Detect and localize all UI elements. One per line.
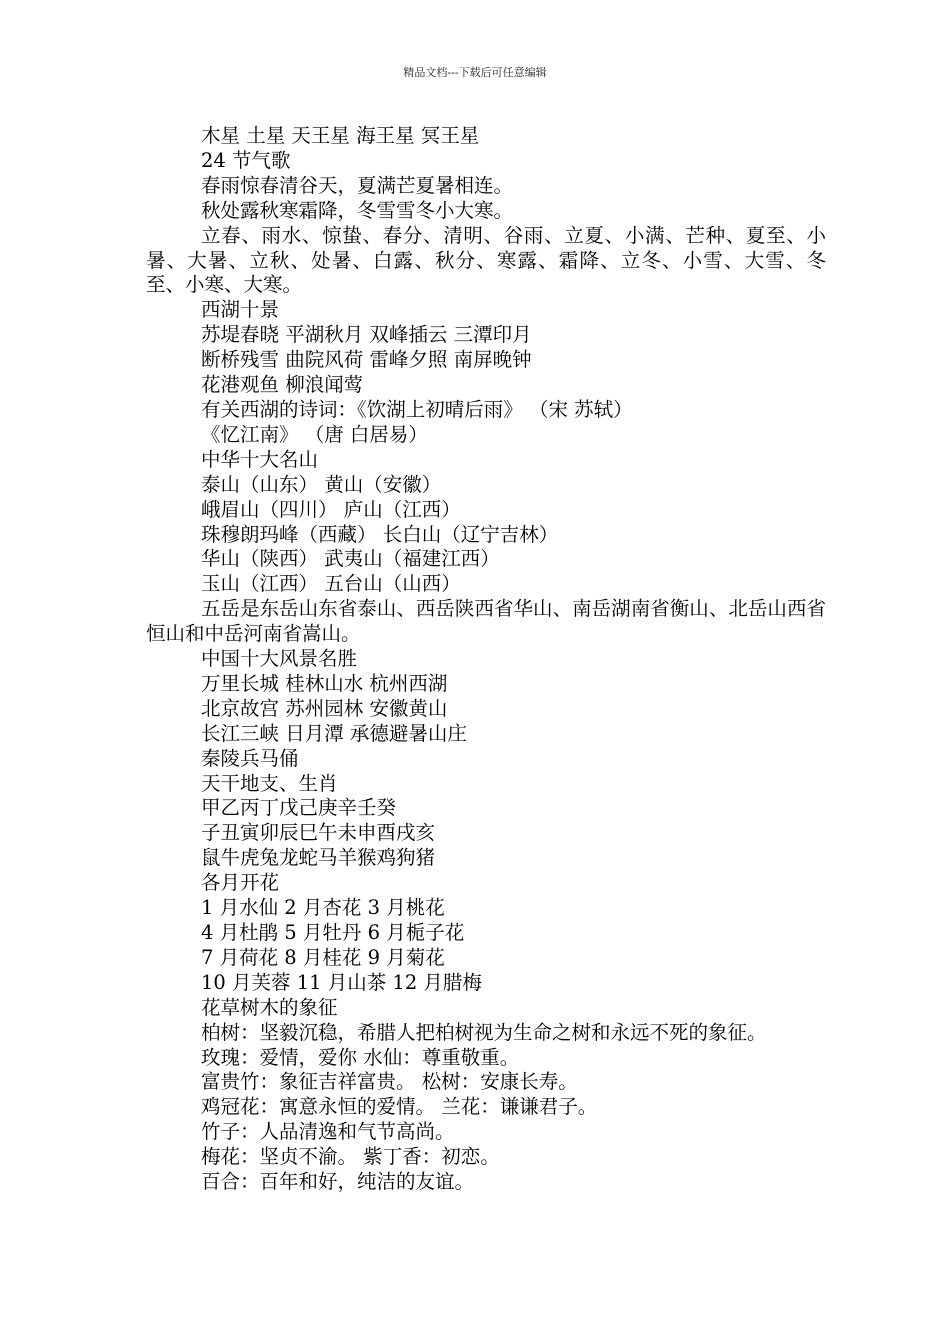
cypress-symbol: 柏树：坚毅沉稳，希腊人把柏树视为生命之树和永远不死的象征。 xyxy=(201,1020,767,1044)
solar-terms-verse-1: 春雨惊春清谷天，夏满芒夏暑相连。 xyxy=(201,173,514,197)
scenic-spots-line-4: 秦陵兵马俑 xyxy=(201,746,299,770)
monthly-flowers-heading: 各月开花 xyxy=(201,871,280,895)
scenic-spots-line-1: 万里长城 桂林山水 杭州西湖 xyxy=(201,671,448,695)
monthly-flowers-line-1: 1 月水仙 2 月杏花 3 月桃花 xyxy=(201,896,445,920)
monthly-flowers-line-3: 7 月荷花 8 月桂花 9 月菊花 xyxy=(201,945,445,969)
west-lake-heading: 西湖十景 xyxy=(201,298,280,322)
planets-line: 木星 土星 天王星 海王星 冥王星 xyxy=(201,124,480,147)
mountains-line-1: 泰山（山东） 黄山（安徽） xyxy=(201,472,442,496)
document-body xyxy=(146,124,826,1195)
west-lake-line-3: 花港观鱼 柳浪闻莺 xyxy=(201,373,364,397)
five-peaks-paragraph: 五岳是东岳山东省泰山、西岳陕西省华山、南岳湖南省衡山、北岳山西省恒山和中岳河南省嵩山。 xyxy=(146,597,826,646)
lily-symbol: 百合：百年和好，纯洁的友谊。 xyxy=(201,1170,475,1194)
scenic-spots-heading: 中国十大风景名胜 xyxy=(201,647,358,671)
scenic-spots-line-2: 北京故宫 苏州园林 安徽黄山 xyxy=(201,696,448,720)
cockscomb-orchid-symbol: 鸡冠花：寓意永恒的爱情。 兰花：谦谦君子。 xyxy=(201,1095,598,1119)
rose-narcissus-symbol: 玫瑰：爱情，爱你 水仙：尊重敬重。 xyxy=(201,1045,520,1069)
west-lake-line-2: 断桥残雪 曲院风荷 雷峰夕照 南屏晚钟 xyxy=(201,348,532,372)
plum-lilac-symbol: 梅花：坚贞不渝。 紫丁香：初恋。 xyxy=(201,1145,500,1169)
mountains-heading: 中华十大名山 xyxy=(201,447,319,471)
mountains-line-3: 珠穆朗玛峰（西藏） 长白山（辽宁吉林） xyxy=(201,522,559,546)
solar-terms-verse-2: 秋处露秋寒霜降，冬雪雪冬小大寒。 xyxy=(201,198,514,222)
plant-symbols-heading: 花草树木的象征 xyxy=(201,995,338,1019)
west-lake-line-1: 苏堤春晓 平湖秋月 双峰插云 三潭印月 xyxy=(201,323,532,347)
page-header: 精品文档---下载后可任意编辑 xyxy=(403,66,547,79)
west-lake-poem-2: 《忆江南》 （唐 白居易） xyxy=(201,422,428,446)
stems-branches-heading: 天干地支、生肖 xyxy=(201,771,338,795)
west-lake-poem-1: 有关西湖的诗词：《饮湖上初晴后雨》 （宋 苏轼） xyxy=(201,397,633,421)
bamboo-pine-symbol: 富贵竹：象征吉祥富贵。 松树：安康长寿。 xyxy=(201,1070,578,1094)
bamboo-symbol: 竹子：人品清逸和气节高尚。 xyxy=(201,1120,455,1144)
mountains-line-2: 峨眉山（四川） 庐山（江西） xyxy=(201,497,461,521)
solar-terms-heading: 24 节气歌 xyxy=(201,148,291,172)
monthly-flowers-line-2: 4 月杜鹃 5 月牡丹 6 月栀子花 xyxy=(201,921,465,944)
mountains-line-5: 玉山（江西） 五台山（山西） xyxy=(201,572,461,596)
zodiac-animals: 鼠牛虎兔龙蛇马羊猴鸡狗猪 xyxy=(201,846,436,870)
earthly-branches: 子丑寅卯辰巳午未申酉戌亥 xyxy=(201,821,436,845)
mountains-line-4: 华山（陕西） 武夷山（福建江西） xyxy=(201,547,500,571)
solar-terms-list: 立春、雨水、惊蛰、春分、清明、谷雨、立夏、小满、芒种、夏至、小暑、大暑、立秋、处暑、白露、秋分、寒露、霜降、立冬、小雪、大雪、冬至、小寒、大寒。 xyxy=(146,223,826,297)
heavenly-stems: 甲乙丙丁戊己庚辛壬癸 xyxy=(201,796,397,820)
monthly-flowers-line-4: 10 月芙蓉 11 月山茶 12 月腊梅 xyxy=(201,970,482,994)
scenic-spots-line-3: 长江三峡 日月潭 承德避暑山庄 xyxy=(201,721,467,745)
